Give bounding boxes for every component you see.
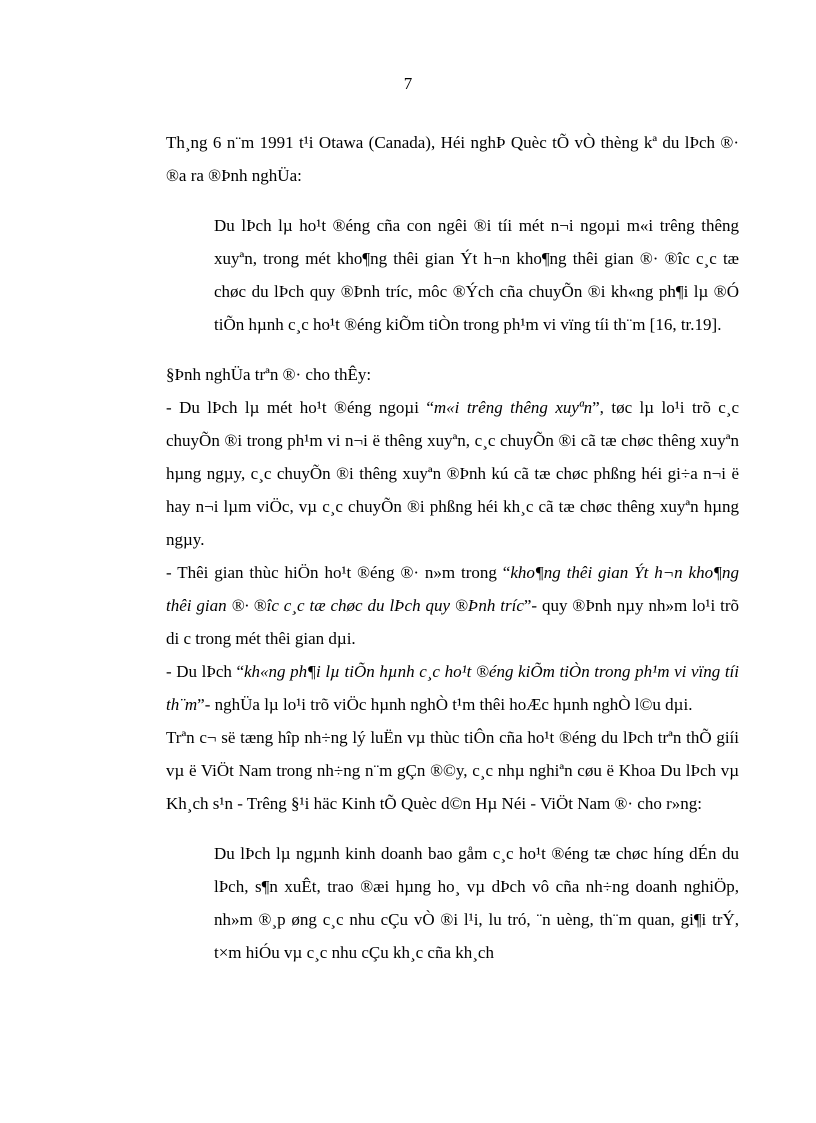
dash-item-2	[166, 556, 739, 655]
dash-item-2-lead: - Thêi gian thùc hiÖn ho¹t ®éng ®· n»m trong “	[166, 563, 511, 582]
dash-item-2-italic: kho¶ng thêi gian Ýt h¬n kho¶ng thêi gian ®· ®îc c¸c tæ chøc du lÞch quy ®Þnh tríc	[166, 563, 739, 615]
dash-item-3-rest: ”- nghÜa lµ lo¹i trõ viÖc hµnh nghÒ t¹m thêi hoÆc hµnh nghÒ l©u dµi.	[197, 695, 693, 714]
dash-item-1-lead: - Du lÞch lµ mét ho¹t ®éng ngoµi “	[166, 398, 434, 417]
paragraph-observation: §Þnh nghÜa trªn ®· cho thÊy:	[166, 365, 372, 384]
paragraph-intro	[166, 126, 739, 192]
dash-item-2-rest: ”- quy ®Þnh nµy nh»m lo¹i trõ di c trong mét thêi gian dµi.	[166, 596, 739, 648]
definition-quote-1: Du lÞch lµ ho¹t ®éng cña con ngêi ®i tíi mét n¬i ngoµi m«i trêng thêng xuyªn, trong mét kho¶ng thêi gian Ýt h¬n kho¶ng thêi gian ®· ®îc c¸c tæ chøc du lÞch quy ®Þnh tríc, môc ®Ých cña chuyÕn ®i kh«ng ph¶i lµ ®Ó tiÕn hµnh c¸c ho¹t ®éng kiÕm tiÒn trong ph¹m vi vïng tíi th¨m [16, tr.19].	[214, 216, 739, 334]
paragraph-intro-text: Th¸ng 6 n¨m 1991 t¹i Otawa (Canada), Héi nghÞ Quèc tÕ vÒ thèng kª du lÞch ®· ®a ra ®Þnh nghÜa:	[166, 133, 739, 185]
document-body	[166, 126, 739, 986]
dash-item-3-italic: kh«ng ph¶i lµ tiÕn hµnh c¸c ho¹t ®éng kiÕm tiÒn trong ph¹m vi vïng tíi th¨m	[166, 662, 739, 714]
dash-item-1-rest: ”, tøc lµ lo¹i trõ c¸c chuyÕn ®i trong ph¹m vi n¬i ë thêng xuyªn, c¸c chuyÕn ®i cã tæ chøc thêng xuyªn hµng ngµy, c¸c chuyÕn ®i thêng xuyªn ®Þnh kú cã tæ chøc phßng héi gi÷a n¬i ë hay n¬i lµm viÖc, vµ c¸c chuyÕn ®i phßng héi kh¸c cã tæ chøc thêng xuyªn hµng ngµy.	[166, 398, 740, 549]
dash-item-1	[166, 391, 739, 556]
page-number: 7	[403, 74, 413, 93]
dash-item-3-lead: - Du lÞch “	[166, 662, 245, 681]
definition-quote-2: Du lÞch lµ ngµnh kinh doanh bao gåm c¸c ho¹t ®éng tæ chøc híng dÉn du lÞch, s¶n xuÊt, trao ®æi hµng ho¸ vµ dÞch vô cña nh÷ng doanh nghiÖp, nh»m ®¸p øng c¸c nhu cÇu vÒ ®i l¹i, lu tró, ¨n uèng, th¨m quan, gi¶i trÝ, t×m hiÓu vµ c¸c nhu cÇu kh¸c cña kh¸ch	[214, 844, 739, 962]
paragraph-synthesis: Trªn c¬ së tæng hîp nh÷ng lý luËn vµ thùc tiÔn cña ho¹t ®éng du lÞch trªn thÕ giíi vµ ë ViÖt Nam trong nh÷ng n¨m gÇn ®©y, c¸c nhµ nghiªn cøu ë Khoa Du lÞch vµ Kh¸ch s¹n - Trêng §¹i häc Kinh tÕ Quèc d©n Hµ Néi - ViÖt Nam ®· cho r»ng:	[166, 728, 739, 813]
dash-item-3	[166, 655, 739, 721]
dash-item-1-italic: m«i trêng thêng xuyªn	[433, 398, 593, 417]
